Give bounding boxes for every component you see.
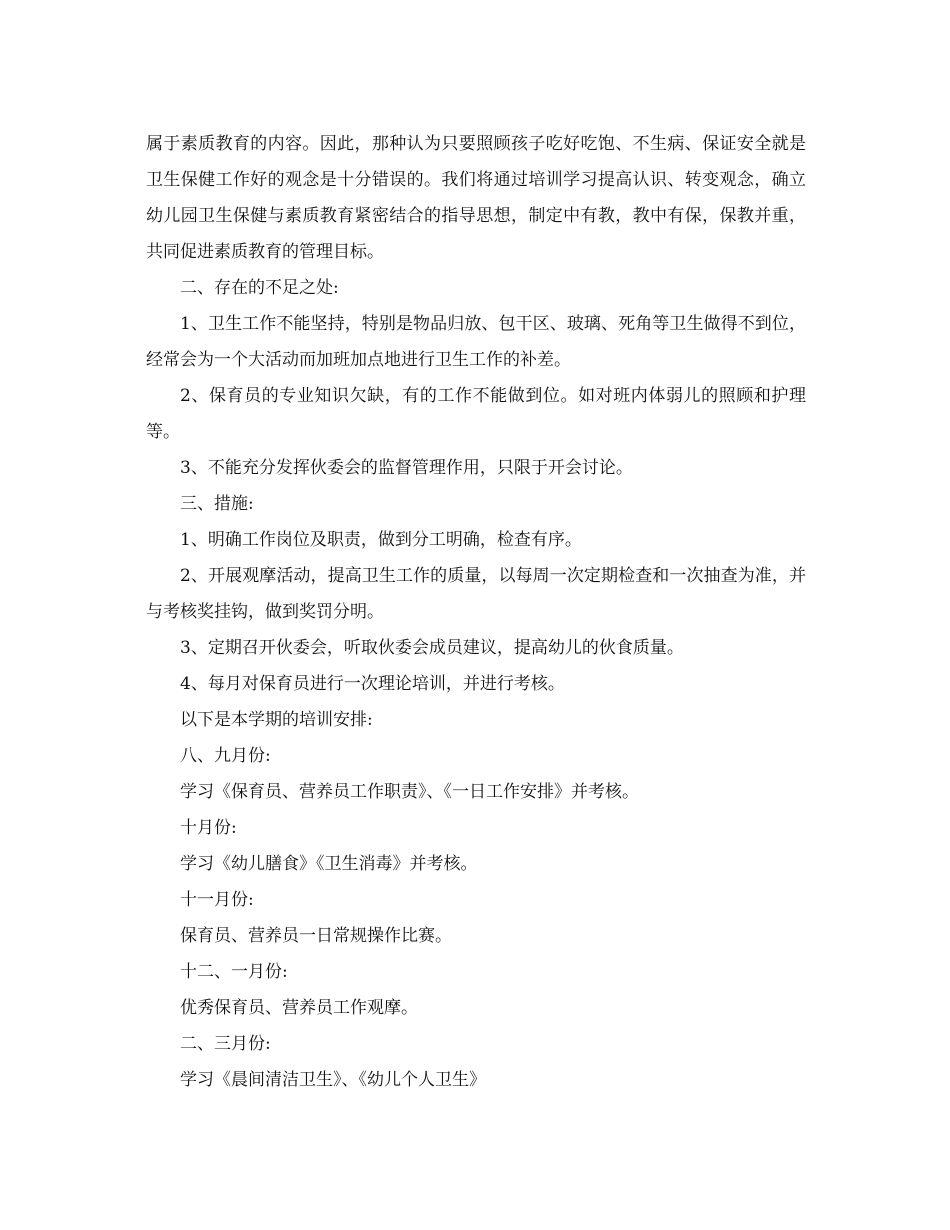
document-body [146,126,806,1098]
schedule-content-dec-jan: 优秀保育员、营养员工作观摩。 [180,998,418,1018]
heading-measures: 三、措施: [180,494,254,514]
measure-item-1: 1、明确工作岗位及职责，做到分工明确，检查有序。 [180,530,582,550]
schedule-content-oct: 学习《幼儿膳食》《卫生消毒》并考核。 [180,854,478,874]
training-schedule-intro: 以下是本学期的培训安排: [180,710,373,730]
heading-shortcomings: 二、存在的不足之处: [180,278,339,298]
shortcoming-item-2: 2、保育员的专业知识欠缺，有的工作不能做到位。如对班内体弱儿的照顾和护理等。 [146,386,806,442]
measure-item-4: 4、每月对保育员进行一次理论培训，并进行考核。 [180,674,565,694]
paragraph-intro-continued: 属于素质教育的内容。因此，那种认为只要照顾孩子吃好吃饱、不生病、保证安全就是卫生保健工作好的观念是十分错误的。我们将通过培训学习提高认识、转变观念，确立幼儿园卫生保健与素质教育紧密结合的指导思想，制定中有教，教中有保，保教并重，共同促进素质教育的管理目标。 [146,134,806,262]
schedule-content-nov: 保育员、营养员一日常规操作比赛。 [180,926,452,946]
schedule-month-aug-sep: 八、九月份: [180,746,271,766]
shortcoming-item-1: 1、卫生工作不能坚持，特别是物品归放、包干区、玻璃、死角等卫生做得不到位，经常会为一个大活动而加班加点地进行卫生工作的补差。 [146,314,806,370]
schedule-month-nov: 十一月份: [180,890,254,910]
schedule-content-feb-mar: 学习《晨间清洁卫生》、《幼儿个人卫生》 [180,1070,486,1090]
schedule-month-feb-mar: 二、三月份: [180,1034,271,1054]
schedule-month-dec-jan: 十二、一月份: [180,962,288,982]
shortcoming-item-3: 3、不能充分发挥伙委会的监督管理作用，只限于开会讨论。 [180,458,633,478]
schedule-month-oct: 十月份: [180,818,237,838]
measure-item-3: 3、定期召开伙委会，听取伙委会成员建议，提高幼儿的伙食质量。 [180,638,684,658]
schedule-content-aug-sep: 学习《保育员、营养员工作职责》、《一日工作安排》并考核。 [180,782,639,802]
measure-item-2: 2、开展观摩活动，提高卫生工作的质量，以每周一次定期检查和一次抽查为准，并与考核奖挂钩，做到奖罚分明。 [146,566,806,622]
